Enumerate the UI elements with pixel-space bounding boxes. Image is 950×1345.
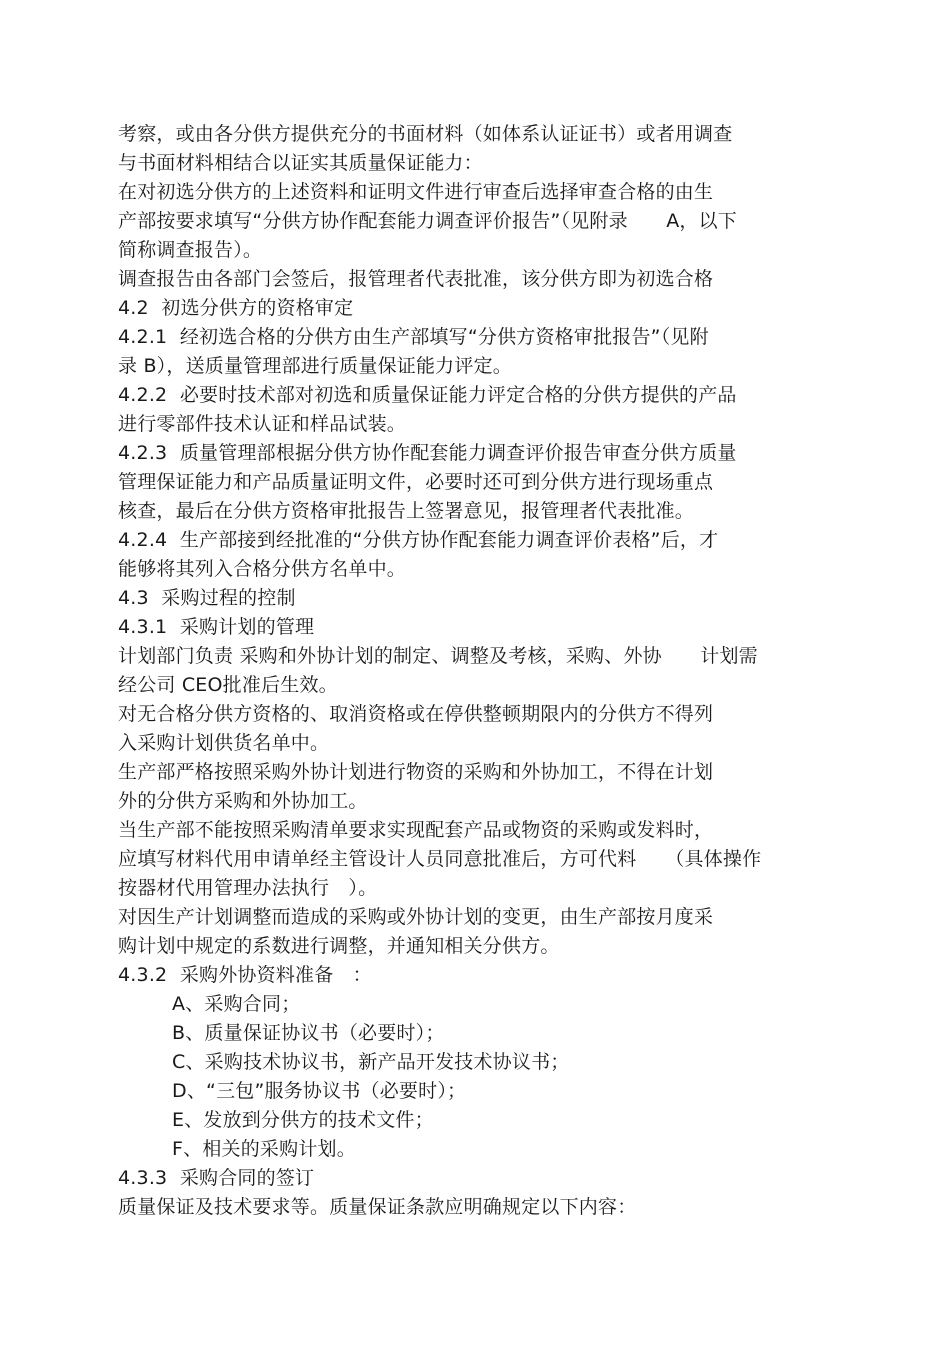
text-line: 简称调查报告）。 xyxy=(118,239,263,261)
text-line: 与书面材料相结合以证实其质量保证能力： xyxy=(118,152,483,174)
list-item: F、相关的采购计划。 xyxy=(172,1138,356,1160)
text-line: 核查，最后在分供方资格审批报告上签署意见，报管理者代表批准。 xyxy=(118,500,695,522)
text-line: 对无合格分供方资格的、取消资格或在停供整顿期限内的分供方不得列 xyxy=(118,703,714,725)
text-line: 按器材代用管理办法执行 ）。 xyxy=(118,877,378,899)
text-line: 入采购计划供货名单中。 xyxy=(118,732,330,754)
list-item: E、发放到分供方的技术文件； xyxy=(172,1109,434,1131)
list-item: D、“三包”服务协议书（必要时）； xyxy=(172,1080,467,1102)
section-heading: 4.3 采购过程的控制 xyxy=(118,587,296,609)
text-line: 质量保证及技术要求等。质量保证条款应明确规定以下内容： xyxy=(118,1196,637,1218)
text-line: 购计划中规定的系数进行调整，并通知相关分供方。 xyxy=(118,935,560,957)
text-line: 4.2.1 经初选合格的分供方由生产部填写“分供方资格审批报告”（见附 xyxy=(118,326,709,348)
text-line: 当生产部不能按照采购清单要求实现配套产品或物资的采购或发料时， xyxy=(118,819,714,841)
text-line: 考察，或由各分供方提供充分的书面材料（如体系认证证书）或者用调查 xyxy=(118,123,733,145)
text-line: 生产部严格按照采购外协计划进行物资的采购和外协加工，不得在计划 xyxy=(118,761,714,783)
text-line: 4.2.4 生产部接到经批准的“分供方协作配套能力调查评价表格”后，才 xyxy=(118,529,719,551)
text-line: 外的分供方采购和外协加工。 xyxy=(118,790,368,812)
text-line: 能够将其列入合格分供方名单中。 xyxy=(118,558,407,580)
text-line: 对因生产计划调整而造成的采购或外协计划的变更，由生产部按月度采 xyxy=(118,906,714,928)
section-heading: 4.2 初选分供方的资格审定 xyxy=(118,297,354,319)
text-line: 管理保证能力和产品质量证明文件，必要时还可到分供方进行现场重点 xyxy=(118,471,714,493)
text-line: 4.2.3 质量管理部根据分供方协作配套能力调查评价报告审查分供方质量 xyxy=(118,442,737,464)
text-line: 经公司 CEO批准后生效。 xyxy=(118,674,338,696)
text-line: 在对初选分供方的上述资料和证明文件进行审查后选择审查合格的由生 xyxy=(118,181,714,203)
list-item: A、采购合同； xyxy=(172,993,301,1015)
text-line: 进行零部件技术认证和样品试装。 xyxy=(118,413,407,435)
subsection-heading: 4.3.3 采购合同的签订 xyxy=(118,1167,315,1189)
text-line: 应填写材料代用申请单经主管设计人员同意批准后，方可代料 （具体操作 xyxy=(118,848,762,870)
text-line: 录 B），送质量管理部进行质量保证能力评定。 xyxy=(118,355,512,377)
text-line: 4.2.2 必要时技术部对初选和质量保证能力评定合格的分供方提供的产品 xyxy=(118,384,737,406)
list-item: B、质量保证协议书（必要时）； xyxy=(172,1022,445,1044)
text-line: 调查报告由各部门会签后，报管理者代表批准，该分供方即为初选合格 xyxy=(118,268,714,290)
subsection-heading: 4.3.1 采购计划的管理 xyxy=(118,616,315,638)
subsection-heading: 4.3.2 采购外协资料准备 ： xyxy=(118,964,372,986)
list-item: C、采购技术协议书，新产品开发技术协议书； xyxy=(172,1051,570,1073)
text-line: 产部按要求填写“分供方协作配套能力调查评价报告”（见附录 A，以下 xyxy=(118,210,737,232)
text-line: 计划部门负责 采购和外协计划的制定、调整及考核，采购、外协 计划需 xyxy=(118,645,758,667)
